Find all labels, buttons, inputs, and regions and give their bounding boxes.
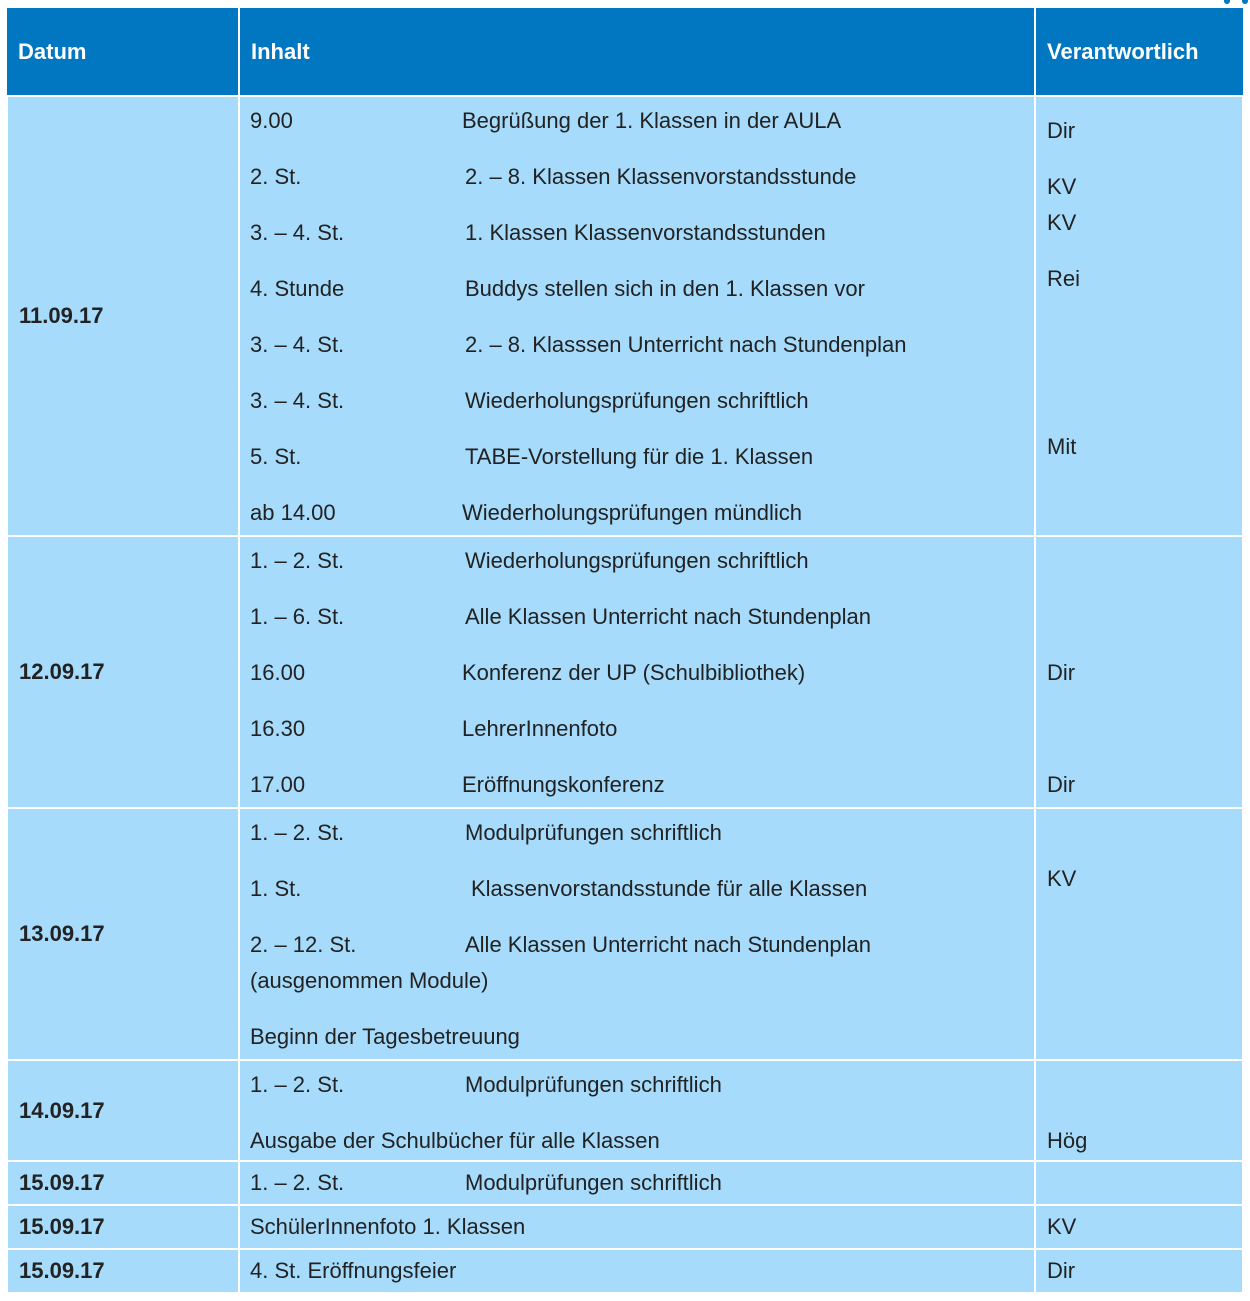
responsible-text: Mit — [1047, 434, 1077, 459]
description-text: 2. – 8. Klasssen Unterricht nach Stundenplan — [465, 332, 907, 357]
responsible-cell — [1035, 1161, 1243, 1205]
responsible-text: KV — [1047, 174, 1077, 199]
responsible-cell — [1035, 96, 1243, 536]
schedule-line — [240, 389, 1034, 445]
time-text: 17.00 — [250, 772, 306, 797]
date-cell: 15.09.17 — [7, 1249, 239, 1293]
description-text: Klassenvorstandsstunde für alle Klassen — [471, 876, 868, 901]
schedule-line — [240, 605, 1034, 661]
description-text: Modulprüfungen schriftlich — [465, 1072, 722, 1097]
responsible-text: Dir — [1047, 772, 1076, 797]
time-text: 3. – 4. St. — [250, 332, 345, 357]
header-verantwortlich: Verantwortlich — [1035, 8, 1243, 96]
responsible-cell: KV — [1035, 1205, 1243, 1249]
description-text: Buddys stellen sich in den 1. Klassen vor — [465, 276, 865, 301]
description-text: 1. Klassen Klassenvorstandsstunden — [465, 220, 826, 245]
time-text: 1. St. — [250, 876, 302, 901]
time-text: 9.00 — [250, 108, 293, 133]
schedule-line — [240, 661, 1034, 717]
header-row — [7, 8, 1243, 96]
schedule-line — [240, 445, 1034, 501]
time-text: 1. – 2. St. — [250, 820, 345, 845]
schedule-line — [240, 933, 1034, 969]
schedule-line — [240, 821, 1034, 877]
table-row-day — [7, 1161, 1243, 1205]
responsible-text: Dir — [1047, 660, 1076, 685]
schedule-line — [240, 773, 1034, 807]
table-row-day — [7, 808, 1243, 1060]
note-text: Ausgabe der Schulbücher für alle Klassen — [250, 1128, 660, 1153]
time-text: 1. – 2. St. — [250, 1170, 345, 1195]
partial-top-right-mark — [1220, 0, 1250, 6]
schedule-line — [240, 501, 1034, 535]
content-cell — [239, 1060, 1035, 1161]
table-row-day — [7, 1060, 1243, 1161]
schedule-line — [240, 1171, 1034, 1195]
description-text: Wiederholungsprüfungen schriftlich — [465, 548, 809, 573]
date-cell: 11.09.17 — [7, 96, 239, 536]
time-text: 2. – 12. St. — [250, 932, 357, 957]
responsible-text: Hög — [1047, 1128, 1088, 1153]
content-cell: 4. St. Eröffnungsfeier — [239, 1249, 1035, 1293]
note-line — [240, 1025, 1034, 1059]
time-text: 1. – 6. St. — [250, 604, 345, 629]
schedule-line — [240, 877, 1034, 933]
date-cell: 15.09.17 — [7, 1161, 239, 1205]
continuation-text: (ausgenommen Module) — [250, 968, 489, 993]
content-cell — [239, 1161, 1035, 1205]
description-text: Konferenz der UP (Schulbibliothek) — [462, 660, 806, 685]
responsible-cell — [1035, 1060, 1243, 1161]
responsible-text: KV — [1047, 866, 1077, 891]
table-row-day — [7, 1205, 1243, 1249]
time-text: 3. – 4. St. — [250, 220, 345, 245]
schedule-line — [240, 221, 1034, 277]
description-text: Alle Klassen Unterricht nach Stundenplan — [465, 932, 872, 957]
time-text: 1. – 2. St. — [250, 548, 345, 573]
date-cell: 14.09.17 — [7, 1060, 239, 1161]
date-cell: 13.09.17 — [7, 808, 239, 1060]
description-text: Alle Klassen Unterricht nach Stundenplan — [465, 604, 872, 629]
schedule-line — [240, 165, 1034, 221]
note-text: Beginn der Tagesbetreuung — [250, 1024, 520, 1049]
content-cell: SchülerInnenfoto 1. Klassen — [239, 1205, 1035, 1249]
responsible-text: Rei — [1047, 266, 1081, 291]
responsible-cell — [1035, 536, 1243, 808]
responsible-text: KV — [1047, 210, 1077, 235]
responsible-text: Dir — [1047, 118, 1076, 143]
schedule-line — [240, 333, 1034, 389]
table-row-day — [7, 96, 1243, 536]
time-text: ab 14.00 — [250, 500, 336, 525]
description-text: Modulprüfungen schriftlich — [465, 820, 722, 845]
content-cell — [239, 536, 1035, 808]
description-text: Wiederholungsprüfungen mündlich — [462, 500, 802, 525]
time-text: 2. St. — [250, 164, 302, 189]
description-text: 2. – 8. Klassen Klassenvorstandsstunde — [465, 164, 857, 189]
time-text: 1. – 2. St. — [250, 1072, 345, 1097]
schedule-line — [240, 549, 1034, 605]
schedule-line — [240, 277, 1034, 333]
time-text: 4. Stunde — [250, 276, 345, 301]
schedule-line — [240, 717, 1034, 773]
time-text: 16.00 — [250, 660, 306, 685]
time-text: 3. – 4. St. — [250, 388, 345, 413]
responsible-cell: Dir — [1035, 1249, 1243, 1293]
description-text: TABE-Vorstellung für die 1. Klassen — [465, 444, 814, 469]
schedule-line — [240, 1073, 1034, 1129]
date-cell: 12.09.17 — [7, 536, 239, 808]
header-inhalt: Inhalt — [239, 8, 1035, 96]
date-cell: 15.09.17 — [7, 1205, 239, 1249]
note-line — [240, 1129, 1034, 1159]
responsible-cell — [1035, 808, 1243, 1060]
schedule-table — [6, 8, 1244, 1294]
content-cell — [239, 808, 1035, 1060]
continuation-line — [240, 969, 1034, 1025]
header-datum: Datum — [7, 8, 239, 96]
description-text: LehrerInnenfoto — [462, 716, 618, 741]
table-row-day — [7, 1249, 1243, 1293]
content-cell — [239, 96, 1035, 536]
time-text: 5. St. — [250, 444, 302, 469]
schedule-line — [240, 109, 1034, 165]
description-text: Begrüßung der 1. Klassen in der AULA — [462, 108, 842, 133]
table-row-day — [7, 536, 1243, 808]
time-text: 16.30 — [250, 716, 306, 741]
description-text: Eröffnungskonferenz — [462, 772, 665, 797]
description-text: Wiederholungsprüfungen schriftlich — [465, 388, 809, 413]
description-text: Modulprüfungen schriftlich — [465, 1170, 722, 1195]
